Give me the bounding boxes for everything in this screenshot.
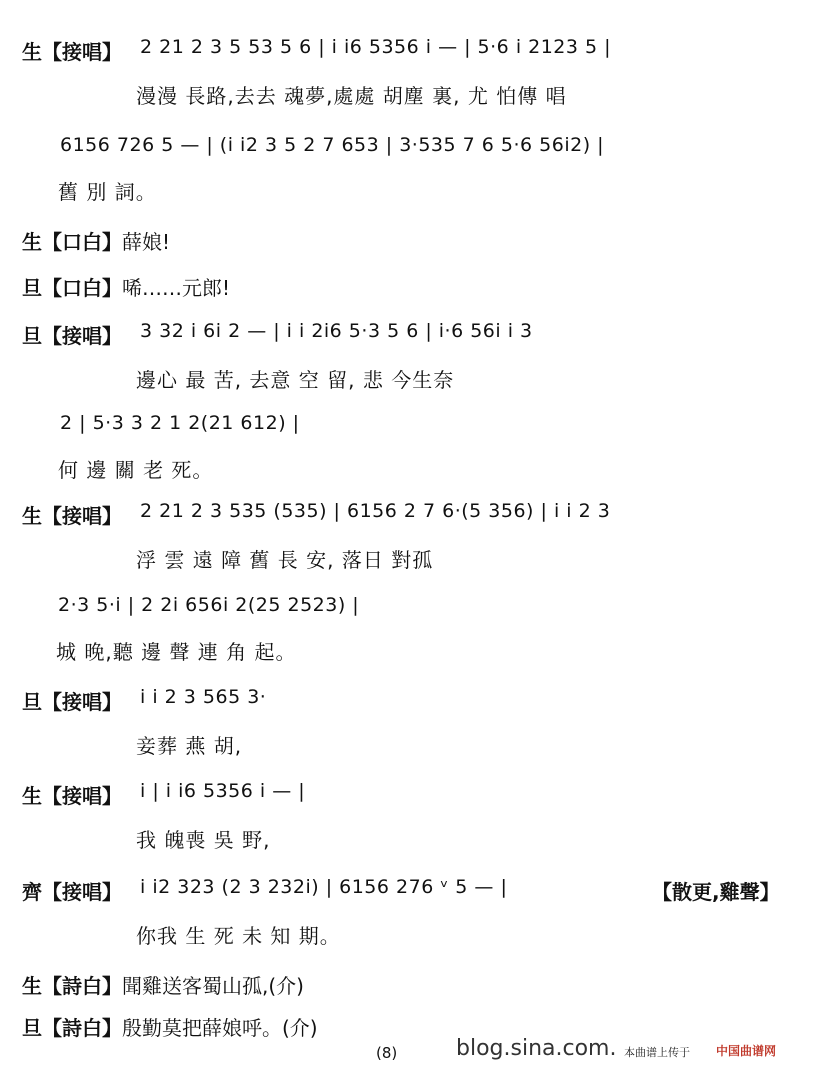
lyric-line-7: 浮 雲 遠 障 舊 長 安, 落日 對孤 (136, 548, 434, 572)
lyric-line-6: 何 邊 關 老 死。 (58, 458, 214, 482)
poem-role-2: 旦【詩白】 (22, 1016, 122, 1040)
notation-line-1: 2 21 2 3 5 53 5 6 | i i6 5356 i — | 5·6 i 2123 5 | (140, 36, 612, 58)
poem-role-1: 生【詩白】 (22, 974, 122, 998)
spoken-role-1: 生【口白】 (22, 230, 122, 254)
notation-line-9: i i 2 3 565 3· (140, 686, 267, 708)
spoken-line-1 (22, 226, 170, 255)
watermark-blog: blog.sina.com. (456, 1036, 617, 1061)
stage-direction-tag: 【散更,雞聲】 (652, 880, 780, 904)
lyric-line-10: 我 魄喪 吳 野, (136, 828, 271, 852)
poem-text-1: 聞雞送客蜀山孤,(介) (122, 974, 304, 998)
notation-line-2: 6156 726 5 — | (i i2 3 5 2 7 653 | 3·535 7 6 5·6 56i2) | (60, 134, 605, 156)
lyric-line-1: 漫漫 長路,去去 魂夢,處處 胡塵 裏, 尤 怕傳 唱 (136, 84, 567, 108)
role-label-1: 生【接唱】 (22, 40, 122, 64)
role-label-9: 旦【接唱】 (22, 690, 122, 714)
role-label-10: 生【接唱】 (22, 784, 122, 808)
upload-note: 本曲谱上传于 (624, 1046, 690, 1059)
poem-text-2: 殷勤莫把薛娘呼。(介) (122, 1016, 318, 1040)
role-label-7: 生【接唱】 (22, 504, 122, 528)
notation-line-7: 2 21 2 3 535 (535) | 6156 2 7 6·(5 356) | i i 2 3 (140, 500, 611, 522)
lyric-line-2: 舊 別 詞。 (58, 180, 157, 204)
spoken-text-2: 唏……元郎! (122, 276, 231, 300)
lyric-line-5: 邊心 最 苦, 去意 空 留, 悲 今生奈 (136, 368, 455, 392)
poem-line-2 (22, 1012, 318, 1041)
spoken-text-1: 薛娘! (122, 230, 171, 254)
site-logo: 中国曲谱网 (716, 1044, 777, 1058)
page-number: (8) (376, 1044, 398, 1062)
notation-line-11: i i2 323 (2 3 232i) | 6156 276 ᵛ 5 — | (140, 876, 508, 898)
lyric-line-9: 妾葬 燕 胡, (136, 734, 243, 758)
lyric-line-8: 城 晚,聽 邊 聲 連 角 起。 (56, 640, 297, 664)
role-label-11: 齊【接唱】 (22, 880, 122, 904)
notation-line-6: 2 | 5·3 3 2 1 2(21 612) | (60, 412, 300, 434)
spoken-line-2 (22, 272, 230, 301)
role-label-5: 旦【接唱】 (22, 324, 122, 348)
spoken-role-2: 旦【口白】 (22, 276, 122, 300)
notation-line-5: 3 32 i 6i 2 — | i i 2i6 5·3 5 6 | i·6 56i i 3 (140, 320, 533, 342)
notation-line-10: i | i i6 5356 i — | (140, 780, 306, 802)
poem-line-1 (22, 970, 304, 999)
notation-line-8: 2·3 5·i | 2 2i 656i 2(25 2523) | (58, 594, 360, 616)
lyric-line-11: 你我 生 死 未 知 期。 (136, 924, 341, 948)
